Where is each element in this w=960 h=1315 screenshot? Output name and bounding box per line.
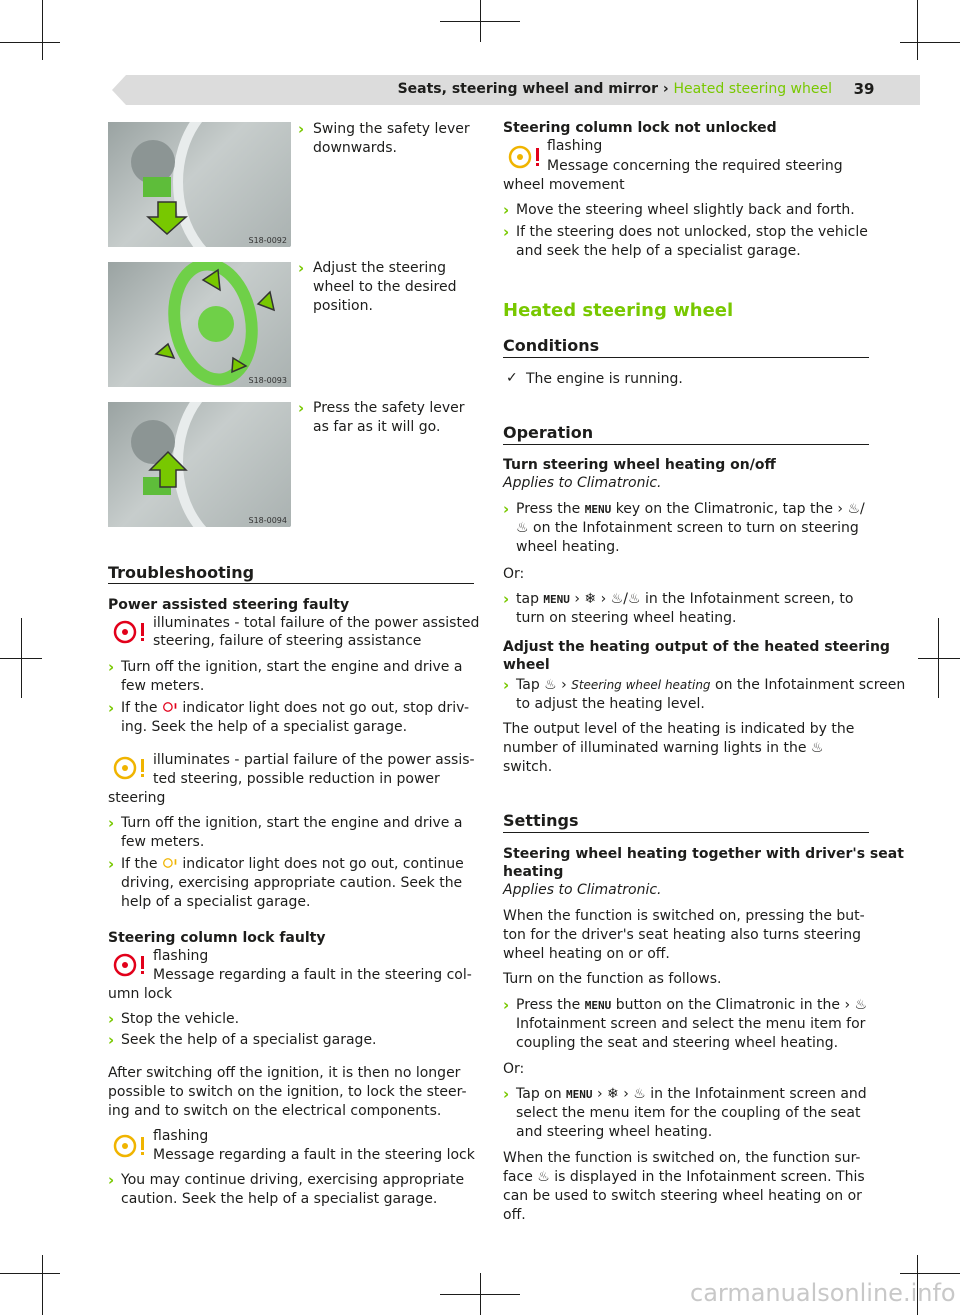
menu-key: MENU — [584, 999, 612, 1012]
step-arrow-icon: › — [108, 1171, 115, 1189]
condition-text: The engine is running. — [526, 371, 683, 387]
step-text: to adjust the heating level. — [516, 696, 705, 712]
step-arrow-icon: › — [503, 1085, 510, 1103]
fault-title: Steering column lock not unlocked — [503, 120, 777, 136]
step-text: few meters. — [121, 834, 205, 850]
step-text: Tap on MENU › ❄ › ♨ in the Infotainment screen and — [516, 1086, 867, 1102]
step-arrow-icon: › — [108, 1010, 115, 1028]
step-arrow-icon: › — [108, 855, 115, 873]
breadcrumb-current: Heated steering wheel — [673, 81, 832, 97]
step-arrow-icon: › — [503, 590, 510, 608]
step-text-post: button on the Climatronic in the › — [615, 997, 851, 1013]
step-text: If the steering does not unlocked, stop the vehicle — [516, 224, 868, 240]
step-text: wheel heating. — [516, 539, 620, 555]
figure-adjust-wheel — [108, 262, 291, 387]
fault-text: Message regarding a fault in the steering col- — [153, 967, 472, 983]
step-arrow-icon: › — [503, 500, 510, 518]
body-text: can be used to switch steering wheel heating on or — [503, 1188, 862, 1204]
section-title-heated-steering-wheel: Heated steering wheel — [503, 300, 734, 321]
divider — [108, 583, 474, 584]
steering-warning-red-icon — [162, 701, 178, 713]
step-text-pre: Press the — [516, 501, 581, 517]
step-text-pre: If the — [121, 700, 158, 716]
steering-illustration — [108, 122, 291, 247]
step-arrow-icon: › — [298, 259, 305, 277]
step-text — [121, 699, 469, 718]
step-text: turn on steering wheel heating. — [516, 610, 737, 626]
subheading: Turn steering wheel heating on/off — [503, 457, 776, 473]
step-text-pre: Press the — [516, 997, 581, 1013]
subheading: Steering wheel heating together with driver's seat — [503, 846, 904, 862]
step-text: driving, exercising appropriate caution. Seek the — [121, 875, 463, 891]
steering-warning-yellow-icon — [111, 1134, 149, 1158]
fault-title: Power assisted steering faulty — [108, 597, 350, 613]
step-text-post: on the Infotainment screen — [715, 677, 906, 693]
heated-wheel-icon: ♨ — [544, 677, 557, 693]
step-text: tap MENU › ❄ › ♨/♨ in the Infotainment screen, to — [516, 591, 854, 607]
fault-text: umn lock — [108, 986, 173, 1002]
body-text: After switching off the ignition, it is then no longer — [108, 1065, 461, 1081]
fault-text: illuminates - total failure of the power assisted — [153, 615, 480, 631]
heated-wheel-switch-icon: ♨ — [810, 740, 824, 756]
step-text: Stop the vehicle. — [121, 1011, 240, 1027]
body-text: The output level of the heating is indicated by the — [503, 721, 855, 737]
step-arrow-icon: › — [503, 201, 510, 219]
steering-warning-red-icon — [111, 953, 149, 977]
step-arrow-icon: › — [108, 658, 115, 676]
fault-text: flashing — [153, 1128, 209, 1144]
fault-text: Message regarding a fault in the steering lock — [153, 1147, 475, 1163]
subheading: heating — [503, 864, 564, 880]
figure-label: S18-0093 — [248, 376, 287, 385]
step-text: Press the MENU key on the Climatronic, tap the › ♨/ — [516, 501, 865, 517]
crop-mark — [900, 42, 960, 43]
heated-wheel-icon: ♨ — [537, 1169, 550, 1185]
step-text: Turn off the ignition, start the engine and drive a — [121, 659, 463, 675]
steering-warning-yellow-icon — [111, 756, 149, 780]
heated-wheel-icon: ♨ — [610, 591, 624, 607]
step-text-pre: Tap on — [516, 1086, 562, 1102]
fan-icon: ❄ — [607, 1086, 619, 1102]
fault-text: ted steering, possible reduction in power — [153, 771, 440, 787]
or-text: Or: — [503, 566, 525, 582]
body-text-post: is displayed in the Infotainment screen. This — [554, 1169, 865, 1185]
step-text-pre: tap — [516, 591, 539, 607]
breadcrumb-parent[interactable]: Seats, steering wheel and mirror › — [397, 81, 669, 97]
body-text: When the function is switched on, pressing the but- — [503, 908, 865, 924]
body-text-pre: face — [503, 1169, 533, 1185]
step-text-post: in the Infotainment screen, to — [644, 591, 854, 607]
step-text: help of a specialist garage. — [121, 894, 311, 910]
step-arrow-icon: › — [108, 814, 115, 832]
fault-title: Steering column lock faulty — [108, 930, 326, 946]
watermark: carmanualsonline.info — [690, 1279, 956, 1307]
fault-text: wheel movement — [503, 177, 625, 193]
step-text: Infotainment screen and select the menu item for — [516, 1016, 866, 1032]
crop-mark — [900, 1273, 960, 1274]
body-text: ing and to switch on the electrical components. — [108, 1103, 442, 1119]
crop-mark — [0, 1273, 60, 1274]
step-text: coupling the seat and steering wheel heating. — [516, 1035, 839, 1051]
crop-mark — [0, 658, 42, 659]
body-text: ton for the driver's seat heating also turns steering — [503, 927, 862, 943]
check-icon: ✓ — [506, 370, 518, 386]
menu-key: MENU — [566, 1088, 593, 1101]
step-arrow-icon: › — [503, 223, 510, 241]
applies-text: Applies to Climatronic. — [503, 882, 662, 898]
step-arrow-icon: › — [298, 399, 305, 417]
step-text: You may continue driving, exercising appropriate — [121, 1172, 465, 1188]
crop-mark — [917, 0, 918, 60]
step-text: few meters. — [121, 678, 205, 694]
page-number: 39 — [853, 80, 875, 98]
step-text — [121, 855, 464, 874]
step-arrow-icon: › — [108, 699, 115, 717]
menu-item-steering-wheel-heating: Steering wheel heating — [571, 678, 711, 692]
step-text — [516, 996, 867, 1015]
step-arrow-icon: › — [108, 1031, 115, 1049]
step-text — [516, 519, 859, 538]
divider — [503, 357, 869, 358]
step-text-pre: Tap — [516, 677, 540, 693]
fault-text: Message concerning the required steering — [547, 158, 843, 174]
fault-text: illuminates - partial failure of the power assis- — [153, 752, 475, 768]
crop-mark — [440, 21, 520, 22]
body-text: Turn on the function as follows. — [503, 971, 722, 987]
step-text-post: indicator light does not go out, continue — [182, 856, 464, 872]
steering-warning-red-icon — [111, 620, 149, 644]
fault-text: steering, failure of steering assistance — [153, 633, 422, 649]
step-arrow-icon: › — [503, 676, 510, 694]
section-heading-settings: Settings — [503, 811, 579, 830]
steering-illustration — [108, 402, 291, 527]
step-text: Turn off the ignition, start the engine and drive a — [121, 815, 463, 831]
step-text: ing. Seek the help of a specialist garage. — [121, 719, 408, 735]
crop-mark — [918, 658, 960, 659]
fault-text: steering — [108, 790, 166, 806]
subheading: Adjust the heating output of the heated steering — [503, 639, 890, 655]
step-arrow-icon: › — [503, 996, 510, 1014]
figure-safety-lever-up — [108, 402, 291, 527]
step-text-post: in the Infotainment screen and — [650, 1086, 867, 1102]
heated-wheel-icon: ♨ — [854, 997, 868, 1013]
steering-illustration — [108, 262, 291, 387]
step-text: caution. Seek the help of a specialist garage. — [121, 1191, 438, 1207]
body-text: wheel heating on or off. — [503, 946, 670, 962]
figure-step: Press the safety lever as far as it will go. — [313, 400, 465, 435]
divider — [503, 832, 869, 833]
step-text-post: key on the Climatronic, tap the › — [615, 501, 844, 517]
crop-mark — [0, 42, 60, 43]
figure-step: Adjust the steering wheel to the desired position. — [313, 260, 457, 314]
breadcrumb — [398, 81, 832, 97]
crop-mark — [42, 1255, 43, 1315]
step-text-post: on the Infotainment screen to turn on steering — [533, 520, 859, 536]
step-text: Move the steering wheel slightly back and forth. — [516, 202, 855, 218]
body-text: off. — [503, 1207, 526, 1223]
figure-safety-lever-down — [108, 122, 291, 247]
header-notch — [112, 75, 126, 105]
step-text: select the menu item for the coupling of the seat — [516, 1105, 861, 1121]
fault-text: flashing — [547, 138, 603, 154]
divider — [503, 444, 869, 445]
menu-key: MENU — [584, 503, 612, 516]
crop-mark — [42, 0, 43, 60]
heated-wheel-icon: ♨ — [633, 1086, 646, 1102]
figure-label: S18-0094 — [248, 516, 287, 525]
body-text: switch. — [503, 759, 553, 775]
subheading: wheel — [503, 657, 550, 673]
body-text-pre: number of illuminated warning lights in the — [503, 740, 807, 756]
menu-key: MENU — [543, 593, 570, 606]
body-text: When the function is switched on, the function sur- — [503, 1150, 861, 1166]
applies-text: Applies to Climatronic. — [503, 475, 662, 491]
section-heading-operation: Operation — [503, 423, 594, 442]
section-heading-conditions: Conditions — [503, 336, 600, 355]
body-text — [503, 739, 823, 758]
step-text: and seek the help of a specialist garage. — [516, 243, 801, 259]
steering-warning-yellow-icon — [162, 857, 178, 869]
or-text: Or: — [503, 1061, 525, 1077]
body-text — [503, 1168, 865, 1187]
body-text: possible to switch on the ignition, to lock the steer- — [108, 1084, 467, 1100]
heated-wheel-icon: ♨ — [627, 591, 641, 607]
steering-warning-yellow-icon — [506, 145, 544, 169]
fault-text: flashing — [153, 948, 209, 964]
step-arrow-icon: › — [298, 120, 305, 138]
step-text-pre: If the — [121, 856, 158, 872]
step-text: Seek the help of a specialist garage. — [121, 1032, 377, 1048]
figure-step: Swing the safety lever downwards. — [313, 121, 470, 156]
fan-icon: ❄ — [584, 591, 597, 607]
figure-label: S18-0092 — [248, 236, 287, 245]
step-text-post: indicator light does not go out, stop driv- — [182, 700, 470, 716]
heated-wheel-icon: ♨ — [516, 520, 529, 536]
step-text: Tap ♨ › Steering wheel heating on the Infotainment screen — [516, 677, 906, 693]
heated-wheel-icon: ♨ — [847, 501, 861, 517]
section-heading-troubleshooting: Troubleshooting — [108, 563, 255, 582]
crop-mark — [440, 1294, 520, 1295]
step-text: and steering wheel heating. — [516, 1124, 713, 1140]
